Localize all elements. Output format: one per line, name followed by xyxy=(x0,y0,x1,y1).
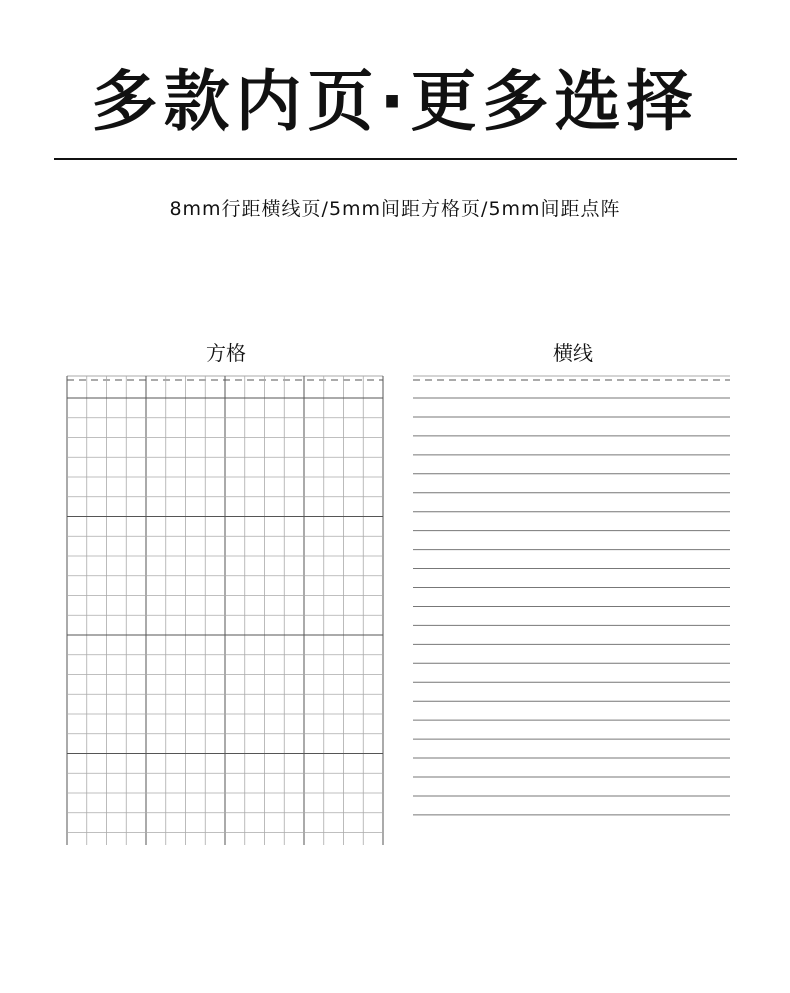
grid-panel-label: 方格 xyxy=(206,341,246,365)
page-title: 多款内页·更多选择 xyxy=(91,63,699,140)
grid-page-sample xyxy=(67,376,383,845)
lined-page-sample xyxy=(413,376,730,815)
page-subtitle: 8mm行距横线页/5mm间距方格页/5mm间距点阵 xyxy=(169,198,621,220)
lines-panel-label: 横线 xyxy=(553,341,593,365)
